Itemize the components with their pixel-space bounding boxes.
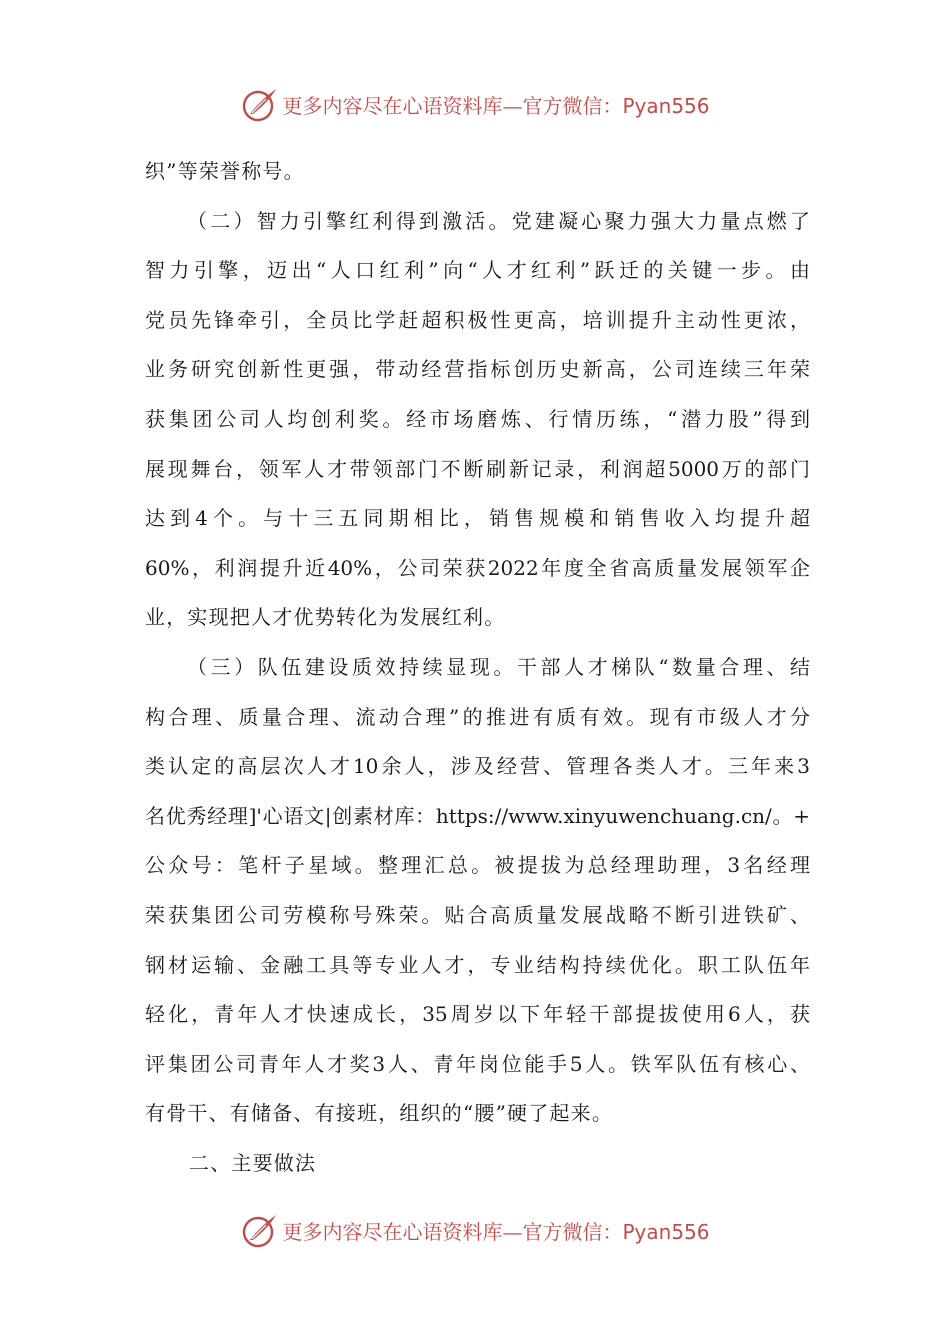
text-line: 评集团公司青年人才奖3人、青年岗位能手5人。铁军队伍有核心、 xyxy=(145,1051,810,1076)
text-line: 钢材运输、金融工具等专业人才，专业结构持续优化。职工队伍年 xyxy=(145,952,810,977)
text-line: 60%，利润提升近40%，公司荣获2022年度全省高质量发展领军企 xyxy=(145,555,810,580)
text-line: 展现舞台，领军人才带领部门不断刷新记录，利润超5000万的部门 xyxy=(145,456,810,481)
quill-logo-icon xyxy=(240,84,280,124)
text-line: 轻化，青年人才快速成长，35周岁以下年轻干部提拔使用6人，获 xyxy=(145,1002,810,1027)
watermark-text: 更多内容尽在心语资料库—官方微信：Pyan556 xyxy=(282,93,710,118)
text-line: 党员先锋牵引，全员比学赶超积极性更高，培训提升主动性更浓， xyxy=(145,307,810,332)
text-line: 构合理、质量合理、流动合理”的推进有质有效。现有市级人才分 xyxy=(145,704,810,729)
watermark-text: 更多内容尽在心语资料库—官方微信：Pyan556 xyxy=(282,1219,710,1244)
text-line: 有骨干、有储备、有接班，组织的“腰”硬了起来。 xyxy=(145,1101,614,1126)
text-line: 获集团公司人均创利奖。经市场磨炼、行情历练，“潜力股”得到 xyxy=(145,406,810,431)
text-line: 公众号：笔杆子星域。整理汇总。被提拔为总经理助理，3名经理 xyxy=(145,853,810,878)
watermark-banner-top xyxy=(0,84,950,124)
text-line: 名优秀经理]'心语文|创素材库：https://www.xinyuwenchuang.cn/。+ xyxy=(145,803,810,828)
text-line: 类认定的高层次人才10余人，涉及经营、管理各类人才。三年来3 xyxy=(145,754,810,779)
paragraph-first-line: （三）队伍建设质效持续显现。干部人才梯队“数量合理、结 xyxy=(187,654,810,679)
text-line: 织”等荣誉称号。 xyxy=(145,159,305,183)
quill-logo-icon xyxy=(240,1210,280,1250)
section-heading: 二、主要做法 xyxy=(189,1150,317,1175)
text-line: 智力引擎，迈出“人口红利”向“人才红利”跃迁的关键一步。由 xyxy=(145,258,810,283)
paragraph-first-line: （二）智力引擎红利得到激活。党建凝心聚力强大力量点燃了 xyxy=(187,208,810,233)
document-body xyxy=(145,147,810,1188)
text-line: 业，实现把人才优势转化为发展红利。 xyxy=(145,605,506,630)
text-line: 达到4个。与十三五同期相比，销售规模和销售收入均提升超 xyxy=(145,506,810,531)
watermark-banner-bottom xyxy=(0,1210,950,1250)
text-line: 荣获集团公司劳模称号殊荣。贴合高质量发展战略不断引进铁矿、 xyxy=(145,902,810,927)
text-line: 业务研究创新性更强，带动经营指标创历史新高，公司连续三年荣 xyxy=(145,357,810,382)
